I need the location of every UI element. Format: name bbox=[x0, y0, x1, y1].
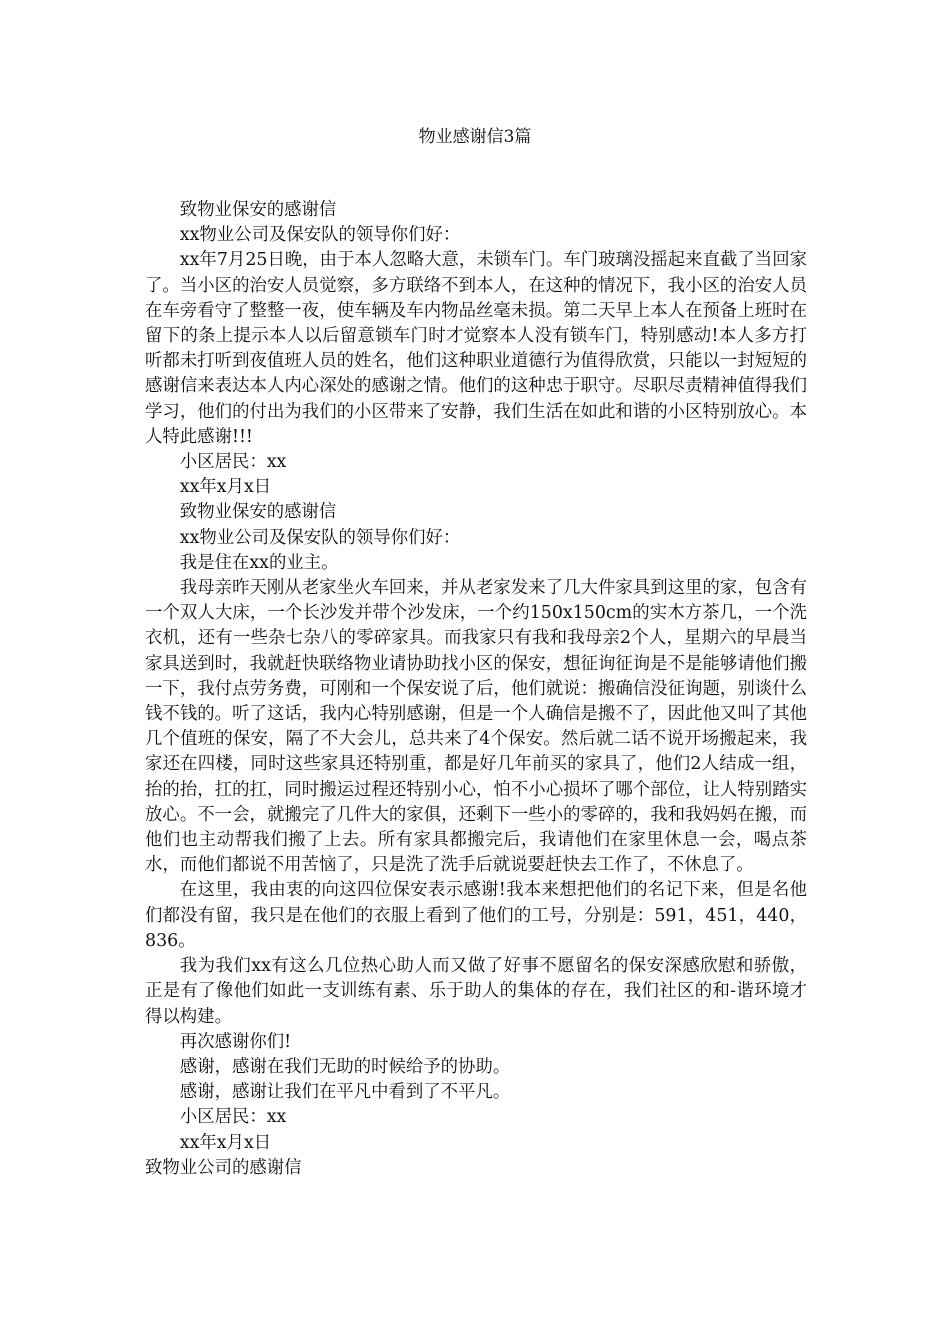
signature-name: 小区居民：xx bbox=[179, 1107, 287, 1128]
salutation-1: xx物业公司及保安队的领导你们好： bbox=[179, 225, 461, 246]
signature-date: xx年x月x日 bbox=[179, 477, 272, 498]
document-body bbox=[145, 198, 807, 1181]
body-paragraph: 再次感谢你们! bbox=[179, 1031, 292, 1052]
body-paragraph: xx年7月25日晚，由于本人忽略大意，未锁车门。车门玻璃没摇起来直截了当回家了。当小区的治安人员觉察，多方联络不到本人，在这种的情况下，我小区的治安人员在车旁看守了整整一夜，使车辆及车内物品丝毫未损。第二天早上本人在预备上班时在留下的条上提示本人以后留意锁车门时才觉察本人没有锁车门，特别感动!本人多方打听都未打听到夜值班人员的姓名，他们这种职业道德行为值得欣赏，只能以一封短短的感谢信来表达本人内心深处的感谢之情。他们的这种忠于职守。尽职尽责精神值得我们学习，他们的付出为我们的小区带来了安静，我们生活在如此和谐的小区特别放心。本人特此感谢!!! bbox=[145, 250, 807, 447]
letter-heading-2: 致物业保安的感谢信 bbox=[179, 502, 337, 523]
letter-heading-1: 致物业保安的感谢信 bbox=[179, 200, 337, 220]
body-paragraph: 我母亲昨天刚从老家坐火车回来，并从老家发来了几大件家具到这里的家，包含有一个双人大床，一个长沙发并带个沙发床，一个约150x150cm的实木方茶几，一个洗衣机，还有一些杂七杂八的零碎家具。而我家只有我和我母亲2个人，星期六的早晨当家具送到时，我就赶快联络物业请协助找小区的保安，想征询征询是不是能够请他们搬一下，我付点劳务费，可刚和一个保安说了后，他们就说：搬确信没征询题，别谈什么钱不钱的。听了这话，我内心特别感谢，但是一个人确信是搬不了，因此他又叫了其他几个值班的保安，隔了不大会儿，总共来了4个保安。然后就二话不说开场搬起来，我家还在四楼，同时这些家具还特别重，都是好几年前买的家具了，他们2人结成一组，抬的抬，扛的扛，同时搬运过程还特别小心，怕不小心损坏了哪个部位，让人特别踏实放心。不一会，就搬完了几件大的家俱，还剩下一些小的零碎的，我和我妈妈在搬，而他们也主动帮我们搬了上去。所有家具都搬完后，我请他们在家里休息一会，喝点茶水，而他们都说不用苦恼了，只是洗了洗手后就说要赶快去工作了，不休息了。 bbox=[145, 578, 807, 876]
body-paragraph: 感谢，感谢在我们无助的时候给予的协助。 bbox=[179, 1056, 511, 1077]
letter-heading-3: 致物业公司的感谢信 bbox=[145, 1157, 302, 1178]
signature-name: 小区居民：xx bbox=[179, 452, 287, 473]
body-paragraph: 我是住在xx的业主。 bbox=[179, 552, 339, 573]
signature-date: xx年x月x日 bbox=[179, 1132, 272, 1153]
salutation-2: xx物业公司及保安队的领导你们好： bbox=[179, 527, 461, 548]
document-title: 物业感谢信3篇 bbox=[418, 127, 532, 147]
body-paragraph: 感谢，感谢让我们在平凡中看到了不平凡。 bbox=[179, 1082, 511, 1103]
body-paragraph: 在这里，我由衷的向这四位保安表示感谢!我本来想把他们的名记下来，但是名他们都没有留，我只是在他们的衣服上看到了他们的工号，分别是：591，451，440，836。 bbox=[145, 880, 807, 951]
body-paragraph: 我为我们xx有这么几位热心助人而又做了好事不愿留名的保安深感欣慰和骄傲，正是有了像他们如此一支训练有素、乐于助人的集体的存在，我们社区的和-谐环境才得以构建。 bbox=[145, 956, 807, 1027]
